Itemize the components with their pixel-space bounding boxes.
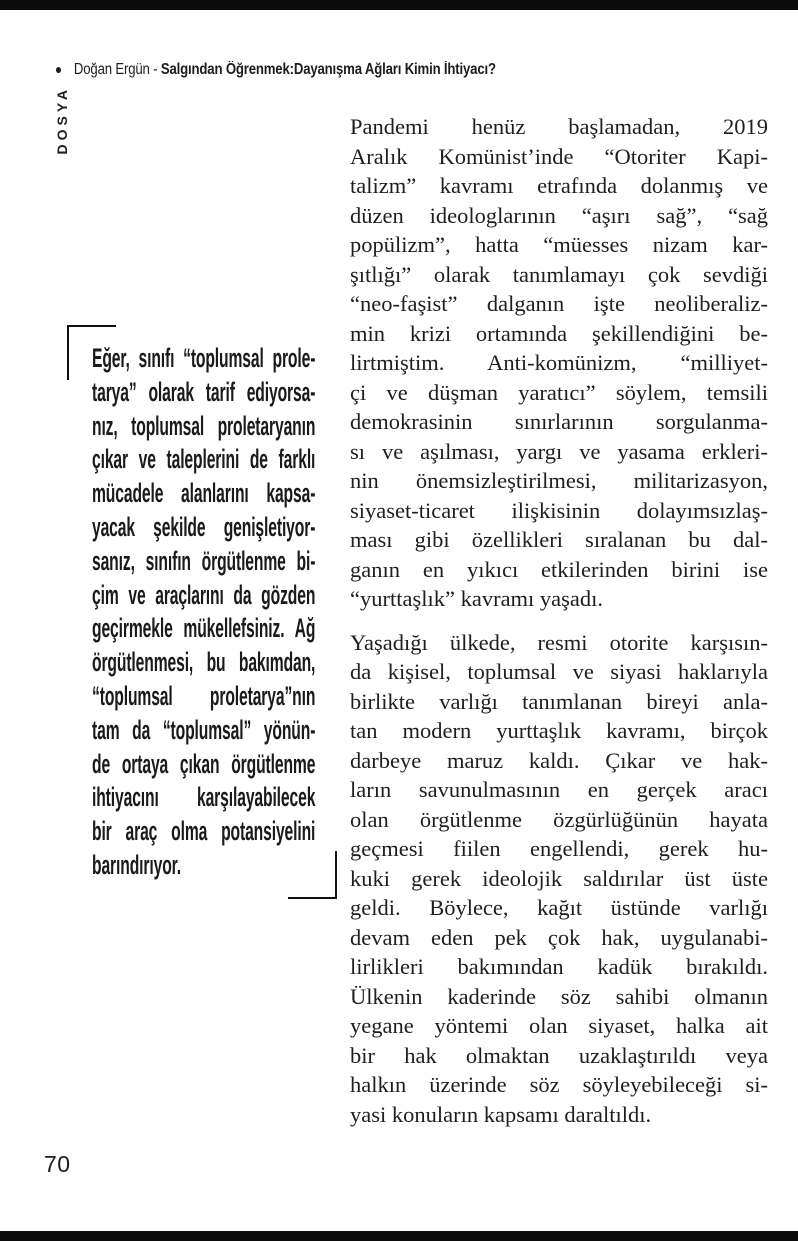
text-line: ların savunulmasının en gerçek aracı xyxy=(350,777,768,802)
text-line: min krizi ortamında şekillendiğini be- xyxy=(350,320,768,346)
text-line: yacak şekilde genişletiyor- xyxy=(92,511,316,542)
text-line: nız, toplumsal proletaryanın xyxy=(92,410,316,441)
text-line: Yaşadığı ülkede, resmi otorite karşısın- xyxy=(350,629,768,655)
body-text-column xyxy=(350,112,768,1129)
page-number: 70 xyxy=(44,1151,71,1177)
text-line: devam eden pek çok hak, uygulanabi- xyxy=(350,924,768,950)
article-header xyxy=(55,60,496,79)
body-paragraph xyxy=(350,112,768,614)
pull-quote-close-bracket xyxy=(288,851,337,899)
text-line: bir araç olma potansiyelini xyxy=(92,816,316,847)
text-line: çi ve düşman yaratıcı” söylem, temsili xyxy=(350,379,768,405)
article-title: Salgından Öğrenmek:Dayanışma Ağları Kimin İhtiyacı? xyxy=(160,61,496,78)
text-line: siyaset-ticaret ilişkisinin dolayımsızlaş- xyxy=(350,497,768,523)
text-line: geçmesi fiilen engellendi, gerek hu- xyxy=(350,836,768,861)
text-line: bir hak olmaktan uzaklaştırıldı veya xyxy=(350,1042,768,1068)
text-line: düzen ideologlarının “aşırı sağ”, “sağ xyxy=(350,202,768,228)
text-line: talizm” kavramı etrafında dolanmış ve xyxy=(350,173,768,198)
text-line: nin önemsizleştirilmesi, militarizasyon, xyxy=(350,468,768,493)
text-line: demokrasinin sınırlarının sorgulanma- xyxy=(350,409,768,434)
text-line: “toplumsal proletarya”nın xyxy=(92,680,316,711)
pull-quote xyxy=(92,342,315,883)
text-line: Eğer, sınıfı “toplumsal prole- xyxy=(92,343,316,373)
text-line: Pandemi henüz başlamadan, 2019 xyxy=(350,114,768,139)
text-line: Aralık Komünist’inde “Otoriter Kapi- xyxy=(350,143,768,169)
text-line: çıkar ve taleplerini de farklı xyxy=(92,444,316,475)
text-line: tan modern yurttaşlık kavramı, birçok xyxy=(350,718,768,743)
text-line: sı ve aşılması, yargı ve yasama erkleri- xyxy=(350,438,768,464)
text-line: lirlikleri bakımından kadük bırakıldı. xyxy=(350,954,768,979)
text-line: tarya” olarak tarif ediyorsa- xyxy=(92,376,316,407)
text-line: popülizm”, hatta “müesses nizam kar- xyxy=(350,232,768,257)
text-line: barındırıyor. xyxy=(92,849,182,880)
text-line: Ülkenin kaderinde söz sahibi olmanın xyxy=(350,983,768,1009)
text-line: olan örgütlenme özgürlüğünün hayata xyxy=(350,806,768,832)
text-line: lirtmiştim. Anti-komünizm, “milliyet- xyxy=(350,350,768,375)
text-line: örgütlenmesi, bu bakımdan, xyxy=(92,647,316,678)
text-line: “neo-faşist” dalganın işte neoliberaliz- xyxy=(350,291,768,316)
text-line: geldi. Böylece, kağıt üstünde varlığı xyxy=(350,895,768,920)
text-line: kuki gerek ideolojik saldırılar üst üste xyxy=(350,865,768,891)
text-line: yegane yöntemi olan siyaset, halka ait xyxy=(350,1013,768,1038)
text-line: birlikte varlığı tanımlanan bireyi anla- xyxy=(350,688,768,714)
text-line: ganın en yıkıcı etkilerinden birini ise xyxy=(350,556,768,582)
text-line: şıtlığı” olarak tanımlamayı çok sevdiği xyxy=(350,261,768,287)
text-line: halkın üzerinde söz söyleyebileceği si- xyxy=(350,1072,768,1097)
text-line: çim ve araçlarını da gözden xyxy=(92,579,316,610)
text-line: “yurttaşlık” kavramı yaşadı. xyxy=(350,586,604,611)
section-label-dosya: DOSYA xyxy=(54,86,70,155)
text-line: de ortaya çıkan örgütlenme xyxy=(92,748,316,779)
text-line: geçirmekle mükellefsiniz. Ağ xyxy=(92,613,316,644)
body-paragraph xyxy=(350,628,768,1130)
bottom-rule-bar xyxy=(0,1231,798,1241)
text-line: mücadele alanlarını kapsa- xyxy=(92,478,316,509)
text-line: tam da “toplumsal” yönün- xyxy=(92,714,316,745)
author-name: Doğan Ergün - xyxy=(73,61,161,78)
text-line: da kişisel, toplumsal ve siyasi haklarıyla xyxy=(350,659,768,684)
top-rule-bar xyxy=(0,0,798,10)
text-line: ması gibi özellikleri sıralanan bu dal- xyxy=(350,527,768,552)
text-line: darbeye maruz kaldı. Çıkar ve hak- xyxy=(350,747,768,773)
text-line: ihtiyacını karşılayabilecek xyxy=(92,782,316,813)
bullet-icon: ● xyxy=(55,61,63,77)
text-line: yasi konuların kapsamı daraltıldı. xyxy=(350,1101,652,1127)
text-line: sanız, sınıfın örgütlenme bi- xyxy=(92,545,316,576)
